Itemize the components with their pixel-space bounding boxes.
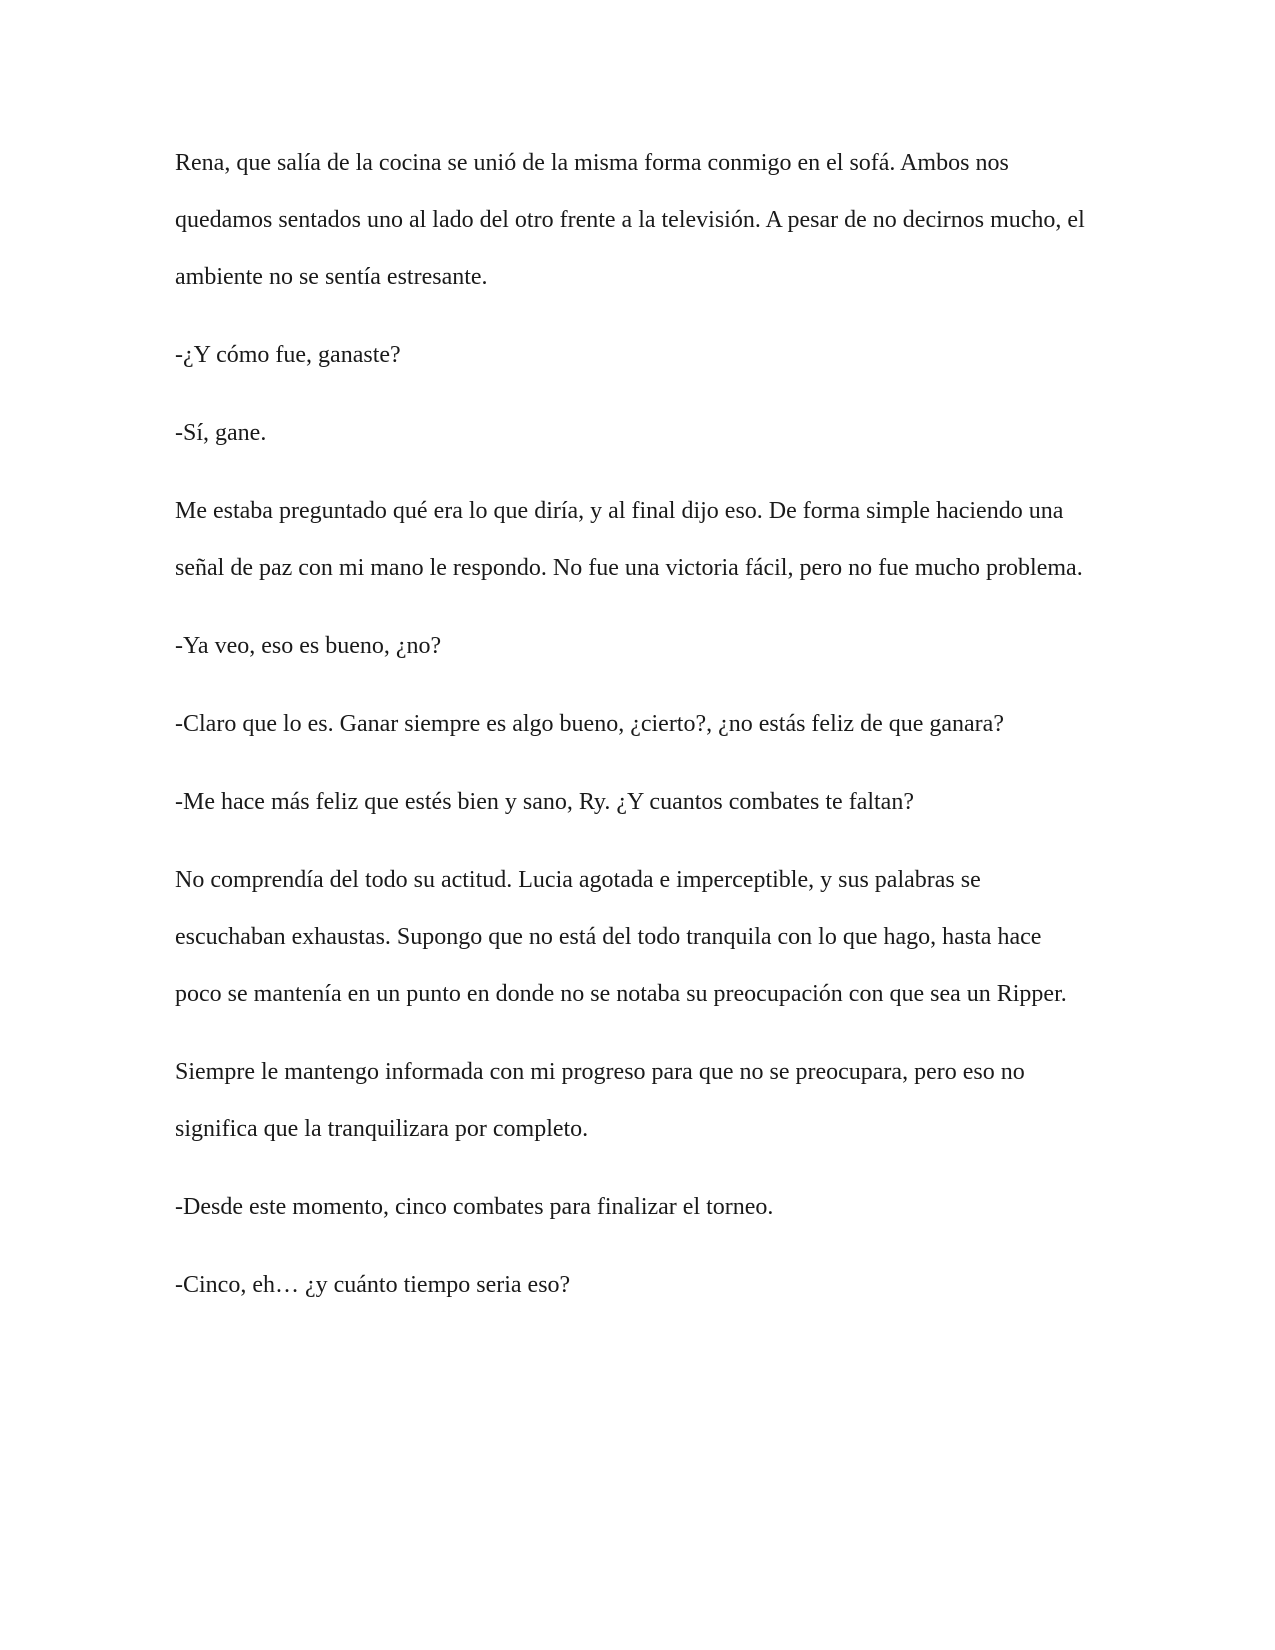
document-body: [175, 135, 1087, 1335]
paragraph-7: -Me hace más feliz que estés bien y sano, Ry. ¿Y cuantos combates te faltan?: [175, 789, 914, 815]
paragraph-5: -Ya veo, eso es bueno, ¿no?: [175, 633, 442, 659]
paragraph-10: -Desde este momento, cinco combates para finalizar el torneo.: [175, 1194, 774, 1220]
paragraph-3: -Sí, gane.: [175, 420, 267, 446]
paragraph-11: -Cinco, eh… ¿y cuánto tiempo seria eso?: [175, 1272, 571, 1298]
paragraph-2: -¿Y cómo fue, ganaste?: [175, 342, 401, 368]
paragraph-1: Rena, que salía de la cocina se unió de la misma forma conmigo en el sofá. Ambos nos quedamos sentados uno al lado del otro frente a la televisión. A pesar de no decirnos mucho, el ambiente no se sentía estresante.: [175, 150, 1085, 290]
paragraph-6: -Claro que lo es. Ganar siempre es algo bueno, ¿cierto?, ¿no estás feliz de que ganara?: [175, 711, 1004, 737]
paragraph-8: No comprendía del todo su actitud. Lucia agotada e imperceptible, y sus palabras se escuchaban exhaustas. Supongo que no está del todo tranquila con lo que hago, hasta hace poco se mantenía en un punto en donde no se notaba su preocupación con que sea un Ripper.: [175, 867, 1067, 1007]
paragraph-4: Me estaba preguntado qué era lo que diría, y al final dijo eso. De forma simple haciendo una señal de paz con mi mano le respondo. No fue una victoria fácil, pero no fue mucho problema.: [175, 498, 1083, 581]
paragraph-9: Siempre le mantengo informada con mi progreso para que no se preocupara, pero eso no significa que la tranquilizara por completo.: [175, 1059, 1025, 1142]
